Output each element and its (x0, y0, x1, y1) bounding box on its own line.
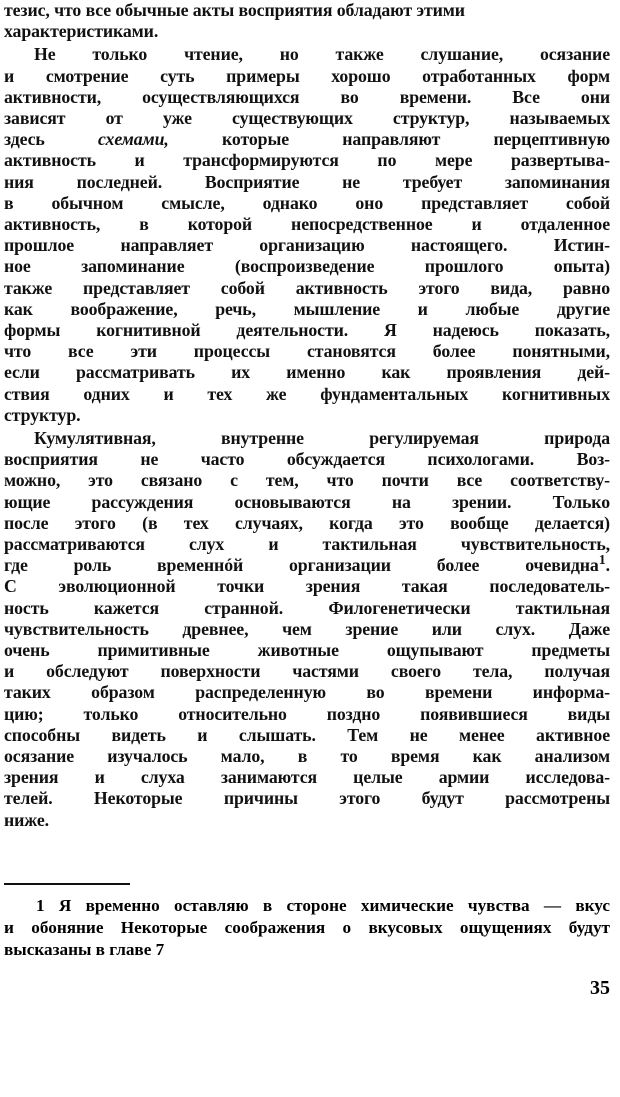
footnote-line-1: 1 Я временно оставляю в стороне химические чувства — вкус (36, 896, 610, 915)
text-line-19: ствия одних и тех же фундаментальных когнитивных (4, 383, 610, 404)
text-line-27 (4, 555, 610, 576)
page-number: 35 (590, 977, 610, 999)
text-word-here: здесь (4, 129, 45, 150)
text-line-30: чувствительность древнее, чем зрение или слух. Даже (4, 618, 610, 639)
text-line-29: ность кажется странной. Филогенетически тактильная (4, 597, 610, 618)
text-line-4: и смотрение суть примеры хорошо отработанных форм (4, 65, 610, 86)
text-line-32: и обследуют поверхности частями своего тела, получая (4, 661, 610, 682)
text-line-33: таких образом распределенную во времени информа- (4, 682, 610, 703)
text-line-8: активность и трансформируются по мере развертыва- (4, 150, 610, 171)
text-line-23: можно, это связано с тем, что почти все соответству- (4, 470, 610, 491)
text-line-17: что все эти процессы становятся более понятными, (4, 341, 610, 362)
text-line-26: рассматриваются слух и тактильная чувствительность, (4, 534, 610, 554)
text-line-35: способны видеть и слышать. Тем не менее активное (4, 724, 610, 745)
text-line-15: как воображение, речь, мышление и любые другие (4, 298, 610, 319)
text-line-14: также представляет собой активность этого вида, равно (4, 277, 610, 298)
text-line-24: ющие рассуждения основываются на зрении. Только (4, 491, 610, 512)
text-line-1: тезис, что все обычные акты восприятия обладают этими (4, 0, 465, 20)
text-line-28: С эволюционной точки зрения такая последователь- (4, 576, 610, 597)
text-line-38: телей. Некоторые причины этого будут рассмотрены (4, 788, 610, 809)
text-line-37: зрения и слуха занимаются целые армии исследова- (4, 767, 610, 788)
footnote-line-3: высказаны в главе 7 (4, 940, 165, 959)
text-line-21: Кумулятивная, внутренне регулируемая природа (34, 428, 610, 448)
italic-word-schemes: схемами, (97, 129, 169, 150)
text-line-20: структур. (4, 404, 81, 425)
text-line-18: если рассматривать их именно как проявления дей- (4, 362, 610, 383)
text-line-3: Не только чтение, но также слушание, осязание (34, 44, 610, 65)
footnote-line-2: и обоняние Некоторые соображения о вкусовых ощущениях будут (4, 918, 610, 937)
text-line-2: характеристиками. (4, 21, 159, 42)
text-line-13: ное запоминание (воспроизведение прошлого опыта) (4, 256, 610, 277)
footnote-rule (4, 883, 130, 885)
text-line-27-period: . (605, 555, 610, 576)
text-line-7 (4, 129, 610, 150)
text-line-6: зависят от уже существующих структур, называемых (4, 108, 610, 128)
text-line-34: цию; только относительно поздно появившиеся виды (4, 703, 610, 724)
text-line-12: прошлое направляет организацию настоящего. Истин- (4, 235, 610, 256)
text-line-36: осязание изучалось мало, в то время как анализом (4, 746, 610, 766)
text-line-22: восприятия не часто обсуждается психологами. Воз- (4, 449, 610, 470)
text-line-25: после этого (в тех случаях, когда это вообще делается) (4, 512, 610, 533)
text-line-10: в обычном смысле, однако оно представляет собой (4, 192, 610, 213)
text-line-7-rest: которые направляют перцептивную (222, 129, 610, 150)
text-line-11: активность, в которой непосредственное и отдаленное (4, 214, 610, 234)
text-line-39: ниже. (4, 809, 49, 830)
text-line-27-main: где роль временнóй организации более очевидна (4, 555, 599, 576)
text-line-31: очень примитивные животные ощупывают предметы (4, 640, 610, 660)
text-line-16: формы когнитивной деятельности. Я надеюсь показать, (4, 320, 610, 340)
footnote-marker: 1 (598, 553, 606, 569)
text-line-5: активности, осуществляющихся во времени. Все они (4, 86, 610, 107)
text-line-9: ния последней. Восприятие не требует запоминания (4, 171, 610, 192)
